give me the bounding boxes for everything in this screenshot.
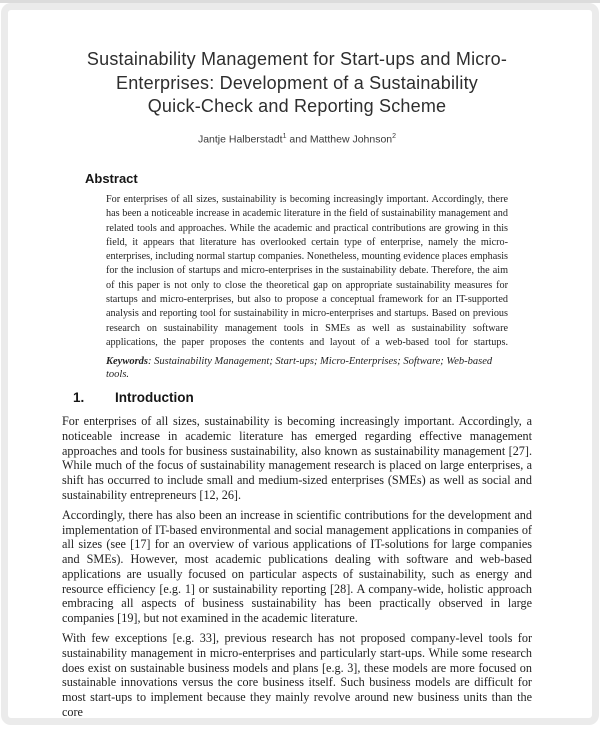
paper-title-line-3: Quick-Check and Reporting Scheme [147, 96, 447, 116]
author-1-name: Jantje Halberstadt [197, 133, 283, 145]
page-content [62, 48, 532, 725]
abstract-heading: Abstract [85, 171, 138, 186]
introduction-paragraph-2: Accordingly, there has also been an increase in scientific contributions for the development and implementation of IT-based environmental and social management applications in companies of all sizes (see [17] for an overview of various applications of IT-solutions for large companies and SMEs). However, most academic publications dealing with software and web-based applications are usually focused on particular aspects of sustainability, such as energy and resource efficiency [e.g. 1] or sustainability reporting [28]. A company-wide, holistic approach embracing all aspects of business sustainability has been practically observed in large companies [19], but not examined in the academic literature. [62, 507, 532, 625]
abstract-text: For enterprises of all sizes, sustainability is becoming increasingly important. Accordingly, there has been a noticeable increase in academic literature in the field of sustainability management and related tools and approaches. While the academic and practical contributions are growing in this field, it appears that literature has overlooked certain type of enterprise, namely the micro-enterprises, including normal startup companies. Nonetheless, mounting evidence places emphasis for the inclusion of startups and micro-enterprises in the sustainability debate. Therefore, the aim of this paper is not only to close the theoretical gap on appropriate sustainability measures for startups and micro-enterprises, but also to propose a conceptual framework for an IT-supported analysis and reporting tool for sustainability in micro-enterprises and startups. Based on previous research on sustainability management tools in SMEs as well as sustainability software applications, the paper proposes the contents and layout of a web-based tool for startups. [106, 194, 508, 348]
section-1-heading [73, 390, 532, 405]
keywords-label: Keywords [106, 356, 148, 368]
author-line [62, 133, 532, 146]
author-separator: and [286, 133, 310, 145]
paper-title-line-2: Enterprises: Development of a Sustainability [116, 72, 478, 93]
paper-title-line-1: Sustainability Management for Start-ups and Micro- [86, 49, 508, 69]
introduction-paragraph-1: For enterprises of all sizes, sustainability is becoming increasingly important. Accordingly, a noticeable increase in academic literature has emerged regarding effective management approaches and tools for business sustainability, also known as sustainability management [27]. While much of the focus of sustainability management research is placed on large enterprises, a shift has occurred to include small and medium-sized enterprises (SMEs) as well as social and sustainability entrepreneurs [12, 26]. [62, 414, 532, 502]
introduction-paragraph-3: With few exceptions [e.g. 33], previous research has not proposed company-level tools for sustainability management in micro-enterprises and particularly start-ups. While some research does exist on sustainable business models and plans [e.g. 3], these models are more focused on sustainable innovations versus the core business itself. Such business models are difficult for most start-ups to implement because they mainly revolve around new business units than the core [62, 631, 532, 719]
section-number: 1. [73, 390, 85, 406]
author-2-name: Matthew Johnson [309, 133, 393, 145]
introduction-body [62, 414, 532, 719]
paper-title [62, 48, 532, 119]
author-1-affiliation-mark: 1 [282, 132, 287, 140]
section-title: Introduction [115, 390, 194, 406]
keywords-list: : Sustainability Management; Start-ups; Micro-Enterprises; Software; Web-based tools. [106, 356, 493, 381]
author-2-affiliation-mark: 2 [392, 132, 397, 140]
keywords-line [106, 355, 512, 381]
